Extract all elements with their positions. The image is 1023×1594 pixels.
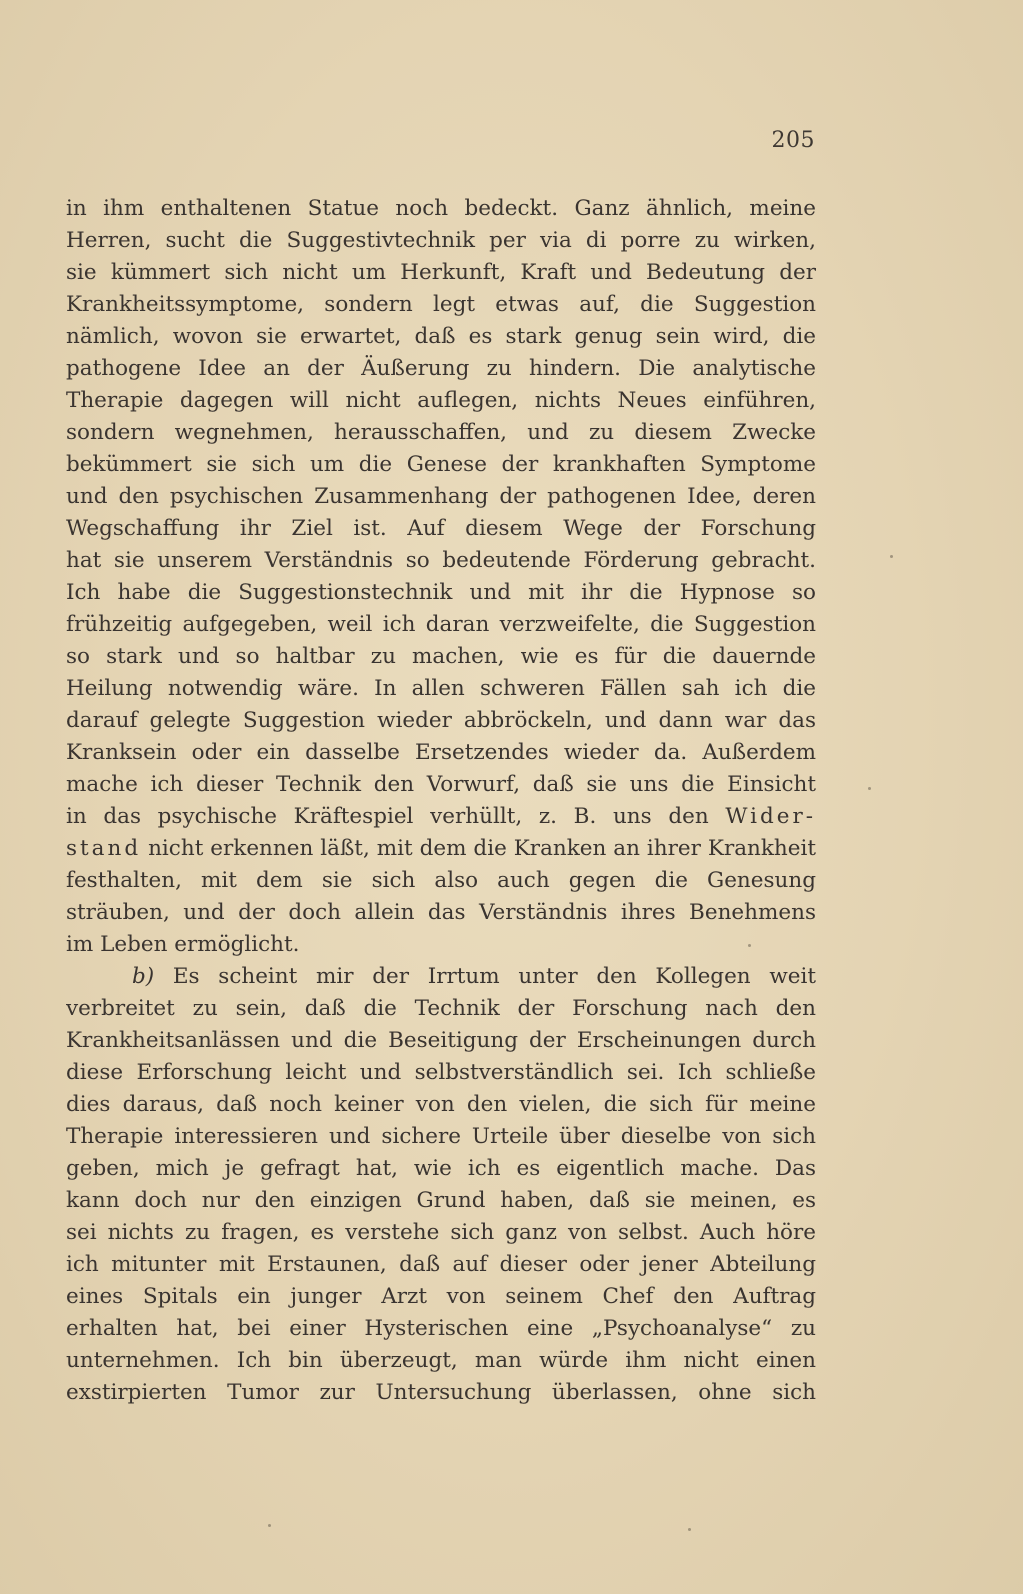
text-line: sondern wegnehmen, herausschaffen, und zu diesem Zwecke [66,420,816,445]
paper-speck [868,787,871,790]
text-line: dies daraus, daß noch keiner von den vielen, die sich für meine [66,1092,816,1117]
text-line: hat sie unserem Verständnis so bedeutende Förderung gebracht. [66,548,816,573]
text-line: bekümmert sie sich um die Genese der krankhaften Symptome [66,452,816,477]
text-line: so stark und so haltbar zu machen, wie es für die dauernde [66,644,816,669]
text-line: sie kümmert sich nicht um Herkunft, Kraft und Bedeutung der [66,260,816,285]
text-line: frühzeitig aufgegeben, weil ich daran verzweifelte, die Suggestion [66,612,816,637]
text-line: in ihm enthaltenen Statue noch bedeckt. Ganz ähnlich, meine [66,196,816,221]
text-line [66,801,816,833]
text-line [66,833,816,865]
body-text [66,193,816,1409]
text-line: sei nichts zu fragen, es verstehe sich ganz von selbst. Auch höre [66,1220,816,1245]
paper-speck [268,1524,271,1527]
paper-speck [890,555,893,558]
paper-speck [688,1528,691,1531]
text-line: im Leben ermöglicht. [66,932,300,957]
text-segment: in das psychische Kräftespiel verhüllt, z. B. uns den [66,804,709,829]
text-line: Therapie dagegen will nicht auflegen, nichts Neues einführen, [66,388,816,413]
text-line: ich mitunter mit Erstaunen, daß auf dieser oder jener Abteilung [66,1252,816,1277]
text-line [66,961,816,993]
text-line: erhalten hat, bei einer Hysterischen eine „Psychoanalyse“ zu [66,1316,816,1341]
text-line: unternehmen. Ich bin überzeugt, man würde ihm nicht einen [66,1348,816,1373]
paragraph-label: b) [132,964,155,989]
text-line: festhalten, mit dem sie sich also auch gegen die Genesung [66,868,816,893]
text-line: diese Erforschung leicht und selbstverständlich sei. Ich schließe [66,1060,816,1085]
text-line: nämlich, wovon sie erwartet, daß es stark genug sein wird, die [66,324,816,349]
text-line: Ich habe die Suggestionstechnik und mit ihr die Hypnose so [66,580,816,605]
text-segment: Es scheint mir der Irrtum unter den Kollegen weit [172,964,816,989]
text-line: Krankheitssymptome, sondern legt etwas auf, die Suggestion [66,292,816,317]
text-line: eines Spitals ein junger Arzt von seinem Chef den Auftrag [66,1284,816,1309]
text-line: exstirpierten Tumor zur Untersuchung überlassen, ohne sich [66,1380,816,1405]
text-line: pathogene Idee an der Äußerung zu hindern. Die analytische [66,356,816,381]
text-line: sträuben, und der doch allein das Verständnis ihres Benehmens [66,900,816,925]
text-line: verbreitet zu sein, daß die Technik der Forschung nach den [66,996,816,1021]
spaced-emphasis: stand [66,836,142,861]
paper-speck [748,944,751,947]
text-line: Heilung notwendig wäre. In allen schweren Fällen sah ich die [66,676,816,701]
text-line: mache ich dieser Technik den Vorwurf, daß sie uns die Einsicht [66,772,816,797]
spaced-emphasis: Wider- [725,804,816,829]
text-line: kann doch nur den einzigen Grund haben, daß sie meinen, es [66,1188,816,1213]
text-line: Wegschaffung ihr Ziel ist. Auf diesem Wege der Forschung [66,516,816,541]
text-line: Krankheitsanlässen und die Beseitigung der Erscheinungen durch [66,1028,816,1053]
text-line: geben, mich je gefragt hat, wie ich es eigentlich mache. Das [66,1156,816,1181]
text-line: Herren, sucht die Suggestivtechnik per via di porre zu wirken, [66,228,816,253]
page-number: 205 [771,128,815,153]
text-line: Therapie interessieren und sichere Urteile über dieselbe von sich [66,1124,816,1149]
text-line: darauf gelegte Suggestion wieder abbröckeln, und dann war das [66,708,816,733]
text-segment: nicht erkennen läßt, mit dem die Kranken an ihrer Krankheit [148,836,816,861]
text-line: und den psychischen Zusammenhang der pathogenen Idee, deren [66,484,816,509]
text-line: Kranksein oder ein dasselbe Ersetzendes wieder da. Außerdem [66,740,816,765]
